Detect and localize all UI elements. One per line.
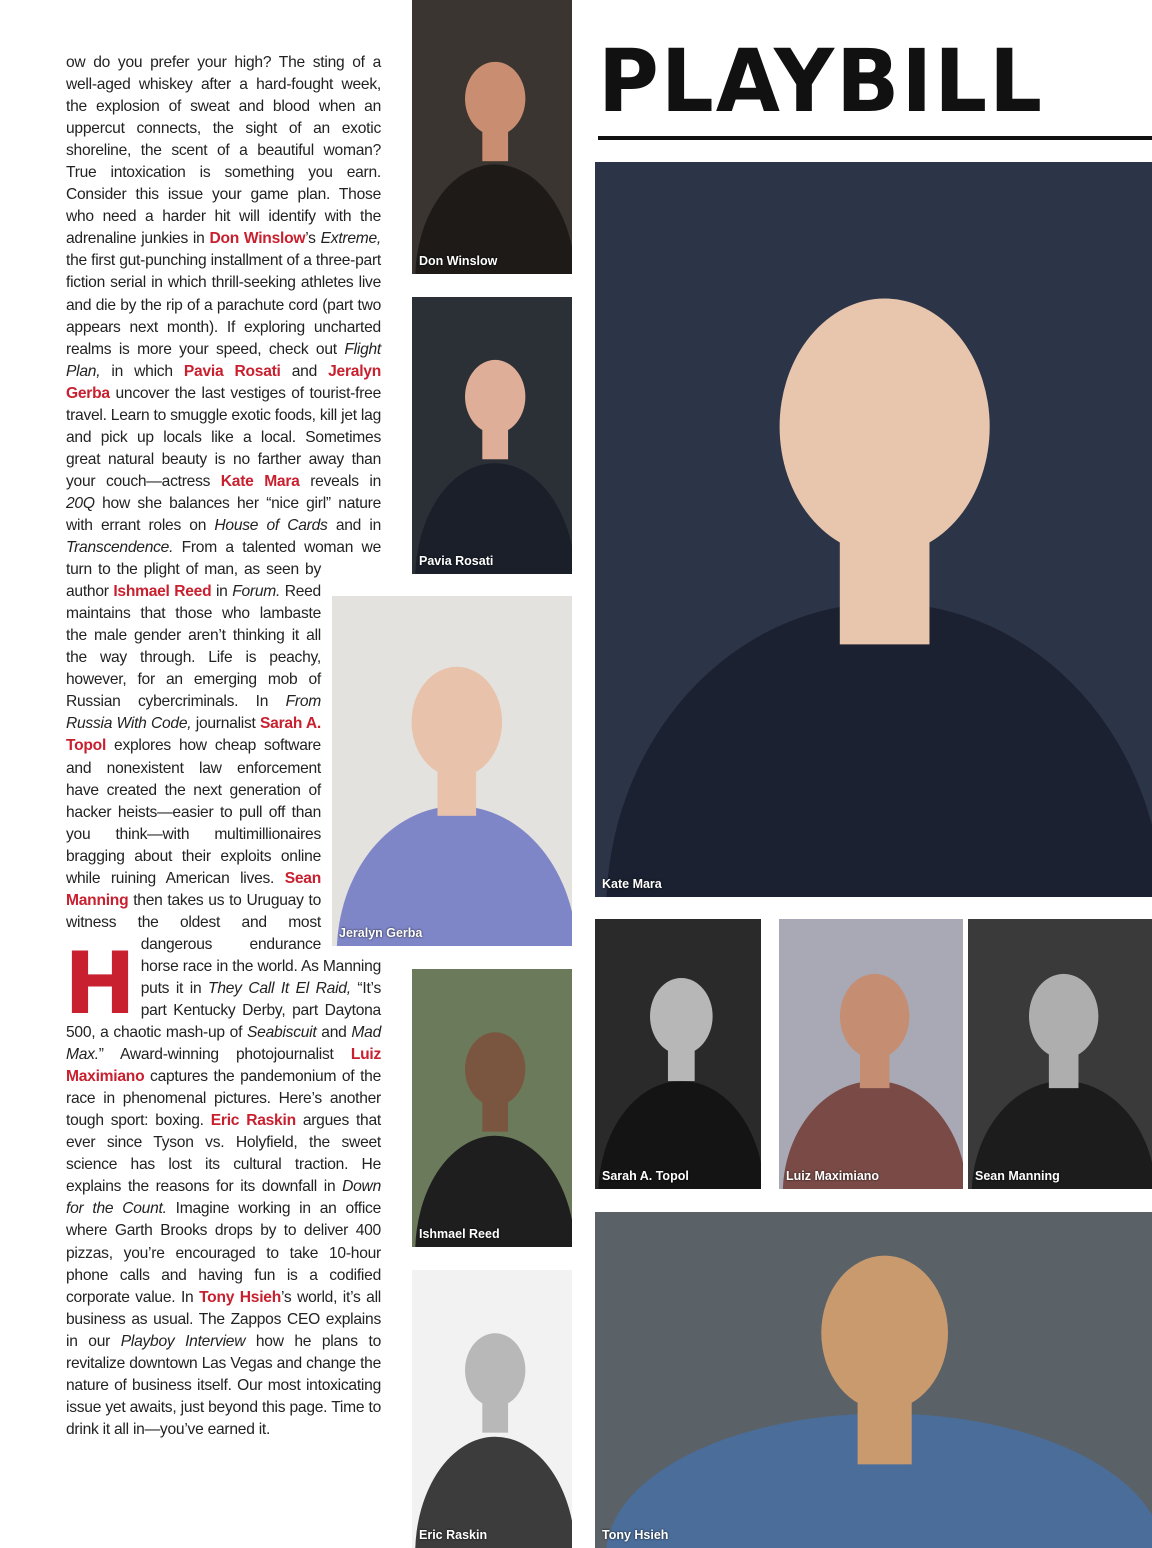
photo-sarah-topol bbox=[595, 919, 761, 1189]
text-run: and bbox=[316, 1024, 352, 1042]
photo-ishmael-reed bbox=[412, 969, 572, 1247]
face-shape bbox=[840, 974, 909, 1059]
text-run: From a talented woman we turn to the plight of man, as seen by author bbox=[66, 539, 381, 601]
text-run: captures the pandemonium of the race in phenomenal pictures. Here’s another tough sport: boxing. bbox=[66, 1068, 381, 1130]
face-shape bbox=[465, 1333, 525, 1407]
face-shape bbox=[821, 1256, 948, 1411]
text-run: ’s world, it’s all business as usual. The Zappos CEO explains in our bbox=[66, 1288, 382, 1350]
portrait-image bbox=[412, 0, 572, 274]
text-run: reveals in bbox=[299, 472, 381, 490]
face-shape bbox=[650, 978, 713, 1054]
contributor-name: Ishmael Reed bbox=[113, 583, 212, 601]
story-title: Down for the Count. bbox=[66, 1178, 381, 1218]
photo-eric-raskin bbox=[412, 1270, 572, 1548]
text-run: Imagine working in an office where Garth Brooks drops by to deliver 400 pizzas, you’re encouraged to take 10-hour phone calls and having fun is a codified corporate value. In bbox=[66, 1200, 382, 1306]
text-run: Reed maintains that those who lambaste the male gender aren’t thinking it all the way through. Life is peachy, however, for an emerging mob of Russian cybercriminals. In bbox=[66, 583, 321, 711]
portrait-image bbox=[412, 1270, 572, 1548]
photo-tony-hsieh bbox=[595, 1212, 1152, 1548]
text-run: and in bbox=[327, 516, 381, 534]
face-shape bbox=[412, 667, 503, 777]
drop-cap: H bbox=[64, 934, 136, 1034]
photo-caption: Don Winslow bbox=[419, 254, 498, 268]
text-run: argues that ever since Tyson vs. Holyfield, the sweet science has lost its cultural traction. He explains the reasons for its downfall in bbox=[66, 1112, 381, 1196]
photo-pavia-rosati bbox=[412, 297, 572, 574]
face-shape bbox=[465, 360, 525, 434]
photo-caption: Pavia Rosati bbox=[419, 554, 494, 568]
portrait-image bbox=[595, 162, 1152, 897]
contributor-name: Tony Hsieh bbox=[199, 1288, 281, 1306]
portrait-image bbox=[412, 969, 572, 1247]
contributor-name: Pavia Rosati bbox=[183, 362, 281, 380]
text-run: the first gut-punching installment of a three-part fiction serial in which thrill-seeking athletes live and die by the rip of a parachute cord (part two appears next month). If exploring uncharted realms is more your speed, check out bbox=[66, 252, 381, 358]
story-title: Transcendence. bbox=[66, 539, 174, 557]
text-run: how she balances her “nice girl” nature with errant roles on bbox=[66, 494, 381, 534]
face-shape bbox=[465, 62, 525, 136]
text-run: explores how cheap software and nonexistent law enforcement have created the next generation of hacker heists—easier to pull off than you think—with multimillionaires bragging about their exploits online while ruining American lives. bbox=[66, 737, 321, 887]
story-title: From Russia With Code, bbox=[66, 693, 321, 733]
text-run: journalist bbox=[191, 715, 261, 733]
photo-luiz-maximiano bbox=[779, 919, 963, 1189]
story-title: 20Q bbox=[66, 494, 95, 512]
text-run: ” Award-winning photojournalist bbox=[98, 1046, 351, 1064]
photo-don-winslow bbox=[412, 0, 572, 274]
photo-caption: Ishmael Reed bbox=[419, 1227, 500, 1241]
face-shape bbox=[465, 1032, 525, 1106]
portrait-image bbox=[779, 919, 963, 1189]
story-title: Extreme, bbox=[320, 230, 382, 248]
portrait-image bbox=[968, 919, 1152, 1189]
contributor-name: Eric Raskin bbox=[210, 1112, 296, 1130]
photo-jeralyn-gerba bbox=[332, 596, 572, 946]
portrait-image bbox=[332, 596, 572, 946]
face-shape bbox=[780, 298, 990, 554]
portrait-image bbox=[595, 1212, 1152, 1548]
title-rule bbox=[598, 136, 1152, 140]
photo-caption: Luiz Maximiano bbox=[786, 1169, 880, 1183]
photo-sean-manning bbox=[968, 919, 1152, 1189]
text-run: “It’s part Kentucky Derby, part Daytona 500, a chaotic mash-up of bbox=[66, 979, 382, 1042]
face-shape bbox=[1029, 974, 1098, 1059]
text-run: and bbox=[280, 362, 329, 380]
text-run: ’s bbox=[305, 230, 321, 248]
story-title: Playboy Interview bbox=[120, 1332, 246, 1350]
contributor-name: Jeralyn Gerba bbox=[66, 362, 381, 402]
page-title: PLAYBILL bbox=[598, 30, 1045, 132]
photo-caption: Eric Raskin bbox=[419, 1528, 488, 1542]
photo-caption: Jeralyn Gerba bbox=[339, 926, 423, 940]
contributor-name: Kate Mara bbox=[220, 472, 300, 490]
photo-caption: Sarah A. Topol bbox=[602, 1169, 689, 1183]
text-run: ow do you prefer your high? The sting of a well-aged whiskey after a hard-fought week, the explosion of sweat and blood when an uppercut connects, the sight of an exotic shoreline, the scent of a beautiful woman? True intoxication is something you earn. Consider this issue your game plan. Those who need a harder hit will identify with the adrenaline junkies in bbox=[66, 54, 381, 248]
text-run: how he plans to revitalize downtown Las Vegas and change the nature of business itself. Our most intoxicating issue yet awaits, just beyond this page. Time to drink it all in—you’ve earned it. bbox=[66, 1332, 381, 1438]
text-run: in which bbox=[100, 362, 184, 380]
portrait-image bbox=[412, 297, 572, 574]
story-title: Forum. bbox=[232, 583, 281, 601]
contributor-name: Don Winslow bbox=[209, 230, 306, 248]
story-title: Seabiscuit bbox=[247, 1024, 317, 1042]
text-run: then takes us to Uruguay to witness the oldest and most dangerous endurance horse race in the world. As Manning puts it in bbox=[66, 891, 381, 997]
photo-caption: Sean Manning bbox=[975, 1169, 1060, 1183]
photo-kate-mara bbox=[595, 162, 1152, 897]
text-run: in bbox=[211, 583, 233, 601]
contributor-name: Luiz Maximiano bbox=[66, 1046, 381, 1086]
story-title: Flight Plan, bbox=[66, 340, 381, 380]
story-title: Mad Max. bbox=[66, 1024, 381, 1064]
story-title: House of Cards bbox=[214, 516, 328, 534]
portrait-image bbox=[595, 919, 761, 1189]
photo-caption: Kate Mara bbox=[602, 877, 662, 891]
contributor-name: Sarah A. Topol bbox=[66, 715, 321, 755]
text-run: uncover the last vestiges of tourist-free travel. Learn to smuggle exotic foods, kill jet lag and pick up locals like a local. Sometimes great natural beauty is no farther away than your couch—actress bbox=[66, 384, 381, 490]
story-title: They Call It El Raid, bbox=[208, 979, 351, 997]
photo-caption: Tony Hsieh bbox=[602, 1528, 669, 1542]
contributor-name: Sean Manning bbox=[66, 869, 321, 909]
